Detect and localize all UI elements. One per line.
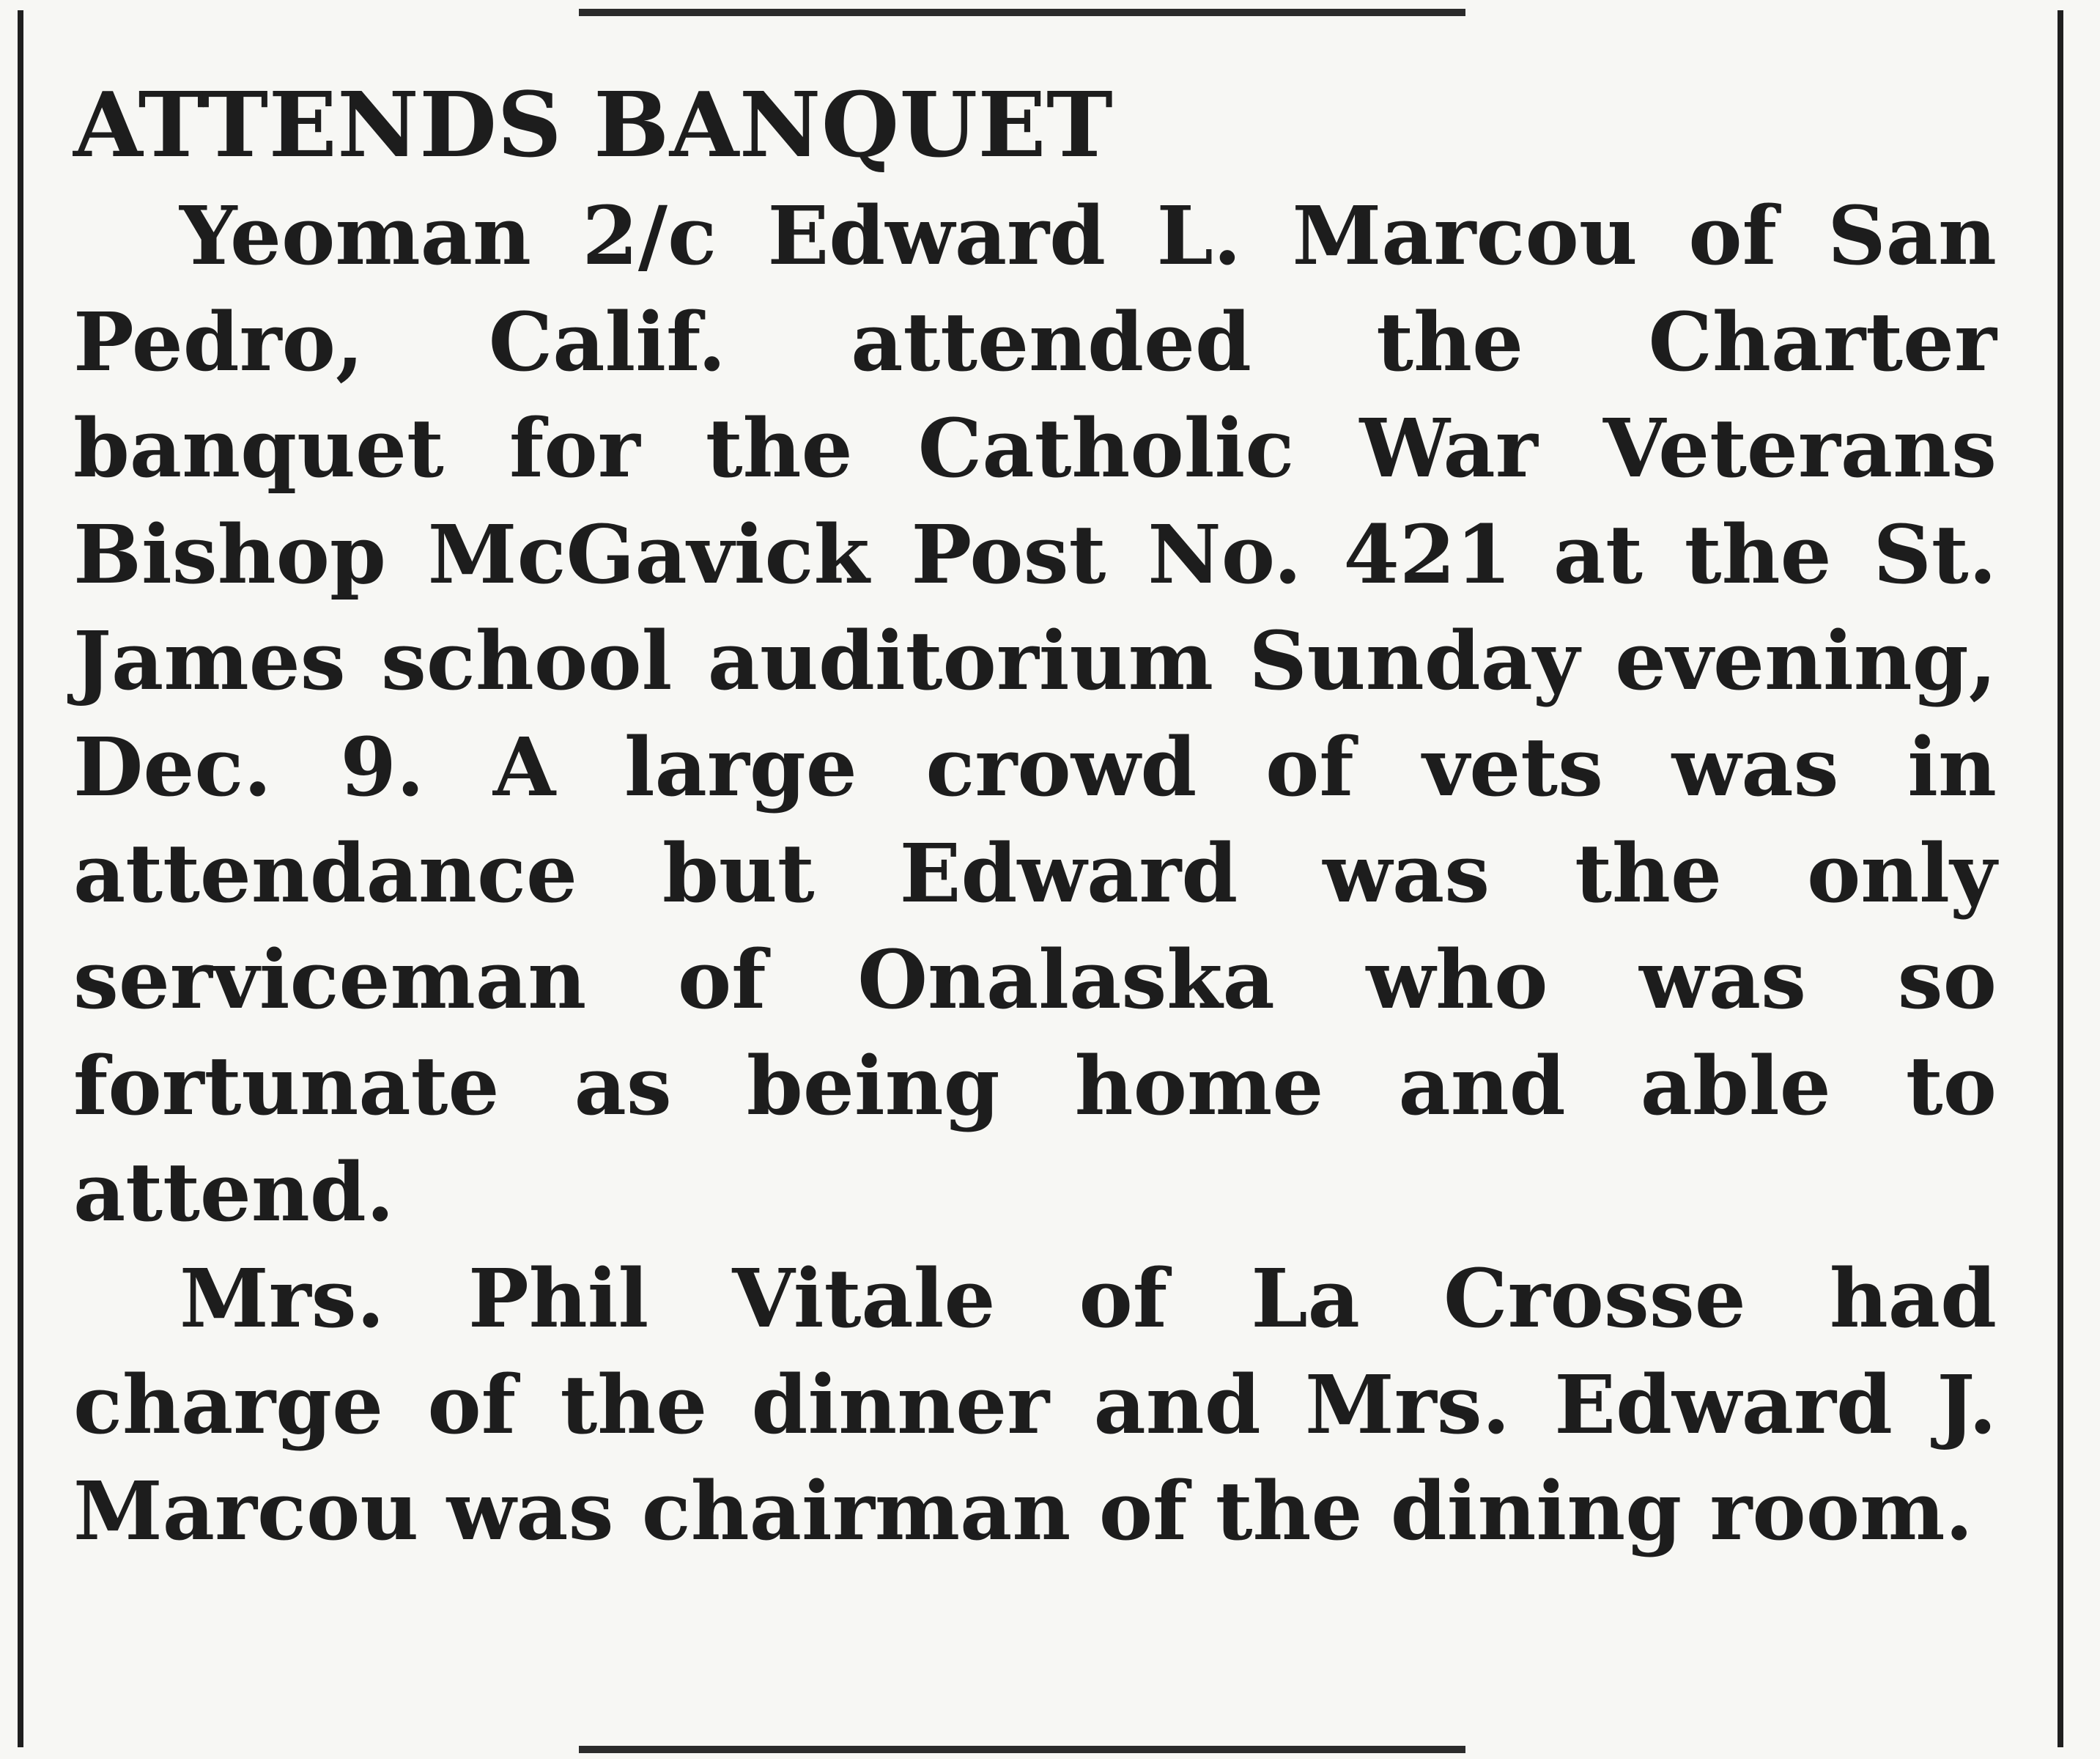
left-column-rule — [18, 10, 23, 1747]
paragraph-2: Mrs. Phil Vitale of La Crosse had charge of the dinner and Mrs. Edward J. Marcou was chairman of the dining room. — [73, 1251, 1997, 1558]
right-column-rule — [2058, 10, 2063, 1747]
paragraph-1: Yeoman 2/c Edward L. Marcou of San Pedro, Calif. attended the Charter banquet for the Catholic War Veterans Bishop McGavick Post No. 421 at the St. James school auditorium Sunday evening, Dec. 9. A large crowd of vets was in attendance but Edward was the only serviceman of Onalaska who was so fortunate as being home and able to attend. — [73, 188, 1997, 1239]
top-divider — [579, 9, 1465, 16]
article-body — [73, 182, 1997, 1564]
bottom-divider — [579, 1746, 1465, 1753]
headline: ATTENDS BANQUET — [73, 72, 1114, 177]
article — [73, 70, 1997, 1697]
